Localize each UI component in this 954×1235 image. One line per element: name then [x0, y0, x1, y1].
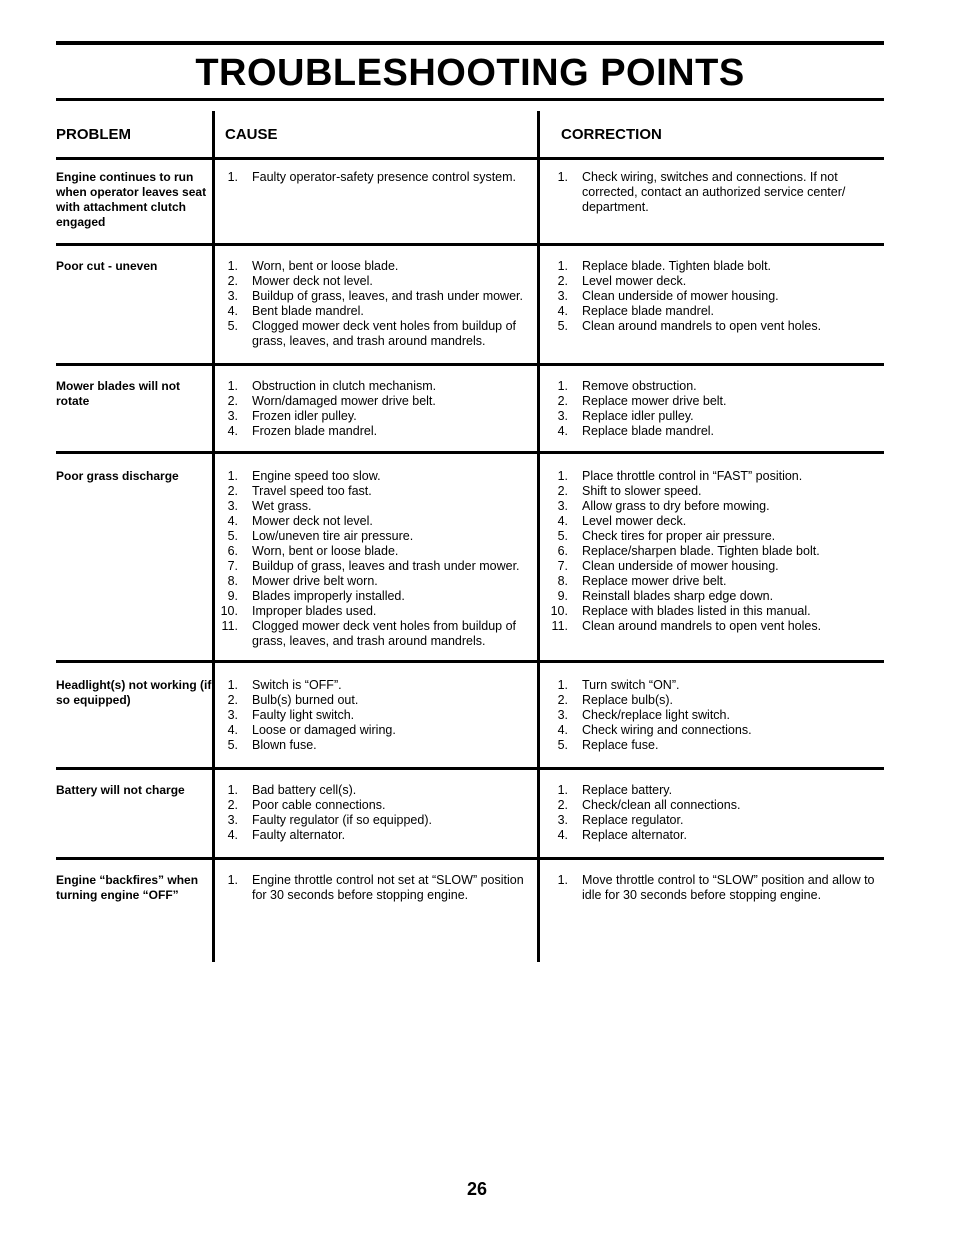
- row-divider: [56, 857, 884, 860]
- cause-number: 3.: [227, 813, 238, 827]
- correction-item: [548, 514, 878, 529]
- correction-item: [548, 738, 878, 753]
- correction-list: [548, 783, 878, 843]
- cause-text: Improper blades used.: [252, 604, 377, 618]
- problem-text: Engine “backfires” when turning engine “OFF”: [56, 873, 199, 902]
- cause-item: [218, 514, 536, 529]
- correction-item: [548, 708, 878, 723]
- correction-item: [548, 544, 878, 559]
- cause-item: [218, 738, 536, 753]
- cause-item: [218, 289, 536, 304]
- correction-number: 3.: [557, 289, 568, 303]
- correction-text: Replace mower drive belt.: [582, 574, 727, 588]
- correction-list: [548, 873, 878, 903]
- cause-text: Buildup of grass, leaves, and trash under mower.: [252, 289, 523, 303]
- cause-text: Bulb(s) burned out.: [252, 693, 359, 707]
- cause-number: 11.: [221, 619, 238, 633]
- correction-item: [548, 783, 878, 798]
- cause-item: [218, 529, 536, 544]
- correction-item: [548, 304, 878, 319]
- cause-number: 4.: [227, 304, 238, 318]
- cause-text: Mower drive belt worn.: [252, 574, 378, 588]
- cause-item: [218, 394, 536, 409]
- cause-number: 5.: [227, 529, 238, 543]
- cause-text: Clogged mower deck vent holes from buildup of grass, leaves, and trash around mandrels.: [252, 619, 517, 648]
- cause-item: [218, 319, 536, 349]
- cause-number: 9.: [227, 589, 238, 603]
- correction-item: [548, 379, 878, 394]
- correction-item: [548, 484, 878, 499]
- cause-item: [218, 693, 536, 708]
- row-divider: [56, 243, 884, 246]
- cause-item: [218, 783, 536, 798]
- correction-number: 2.: [557, 484, 568, 498]
- cause-item: [218, 813, 536, 828]
- cause-number: 2.: [227, 484, 238, 498]
- title-rule: [56, 98, 884, 101]
- cause-text: Faulty operator-safety presence control system.: [252, 170, 517, 184]
- correction-item: [548, 873, 878, 903]
- column-divider: [537, 111, 540, 962]
- correction-text: Replace battery.: [582, 783, 673, 797]
- cause-text: Faulty light switch.: [252, 708, 355, 722]
- correction-number: 7.: [557, 559, 568, 573]
- cause-number: 2.: [227, 798, 238, 812]
- cause-text: Frozen blade mandrel.: [252, 424, 378, 438]
- cause-column-header: CAUSE: [225, 126, 278, 143]
- correction-item: [548, 559, 878, 574]
- cause-text: Wet grass.: [252, 499, 312, 513]
- cause-number: 1.: [227, 379, 238, 393]
- cause-item: [218, 259, 536, 274]
- problem-text: Headlight(s) not working (if so equipped): [56, 678, 212, 707]
- correction-item: [548, 678, 878, 693]
- correction-text: Replace idler pulley.: [582, 409, 694, 423]
- cause-number: 2.: [227, 274, 238, 288]
- correction-item: [548, 409, 878, 424]
- correction-number: 1.: [557, 873, 568, 887]
- cause-item: [218, 589, 536, 604]
- cause-item: [218, 170, 536, 185]
- correction-text: Clean around mandrels to open vent holes.: [582, 619, 822, 633]
- cause-item: [218, 678, 536, 693]
- cause-item: [218, 484, 536, 499]
- cause-number: 3.: [227, 499, 238, 513]
- cause-item: [218, 409, 536, 424]
- correction-text: Clean underside of mower housing.: [582, 289, 779, 303]
- correction-number: 1.: [557, 783, 568, 797]
- correction-number: 3.: [557, 409, 568, 423]
- cause-number: 10.: [220, 604, 238, 618]
- correction-item: [548, 529, 878, 544]
- correction-text: Level mower deck.: [582, 514, 687, 528]
- correction-text: Check/clean all connections.: [582, 798, 741, 812]
- correction-item: [548, 170, 878, 215]
- row-divider: [56, 157, 884, 160]
- cause-text: Obstruction in clutch mechanism.: [252, 379, 437, 393]
- cause-item: [218, 828, 536, 843]
- correction-text: Check tires for proper air pressure.: [582, 529, 776, 543]
- correction-number: 6.: [557, 544, 568, 558]
- top-rule: [56, 41, 884, 45]
- cause-number: 8.: [227, 574, 238, 588]
- correction-text: Replace regulator.: [582, 813, 684, 827]
- correction-text: Replace blade mandrel.: [582, 424, 715, 438]
- correction-text: Level mower deck.: [582, 274, 687, 288]
- cause-item: [218, 304, 536, 319]
- correction-number: 5.: [557, 319, 568, 333]
- cause-number: 1.: [227, 259, 238, 273]
- correction-text: Replace/sharpen blade. Tighten blade bolt.: [582, 544, 820, 558]
- cause-item: [218, 723, 536, 738]
- correction-list: [548, 379, 878, 439]
- cause-number: 5.: [227, 738, 238, 752]
- correction-text: Replace blade mandrel.: [582, 304, 715, 318]
- cause-number: 3.: [227, 289, 238, 303]
- cause-number: 2.: [227, 394, 238, 408]
- cause-list: [218, 873, 536, 903]
- cause-number: 3.: [227, 708, 238, 722]
- cause-item: [218, 499, 536, 514]
- cause-number: 6.: [227, 544, 238, 558]
- cause-number: 4.: [227, 424, 238, 438]
- correction-item: [548, 289, 878, 304]
- correction-number: 4.: [557, 304, 568, 318]
- cause-number: 1.: [227, 783, 238, 797]
- row-divider: [56, 660, 884, 663]
- cause-text: Worn, bent or loose blade.: [252, 259, 399, 273]
- cause-item: [218, 574, 536, 589]
- correction-text: Replace blade. Tighten blade bolt.: [582, 259, 772, 273]
- cause-list: [218, 259, 536, 349]
- cause-text: Faulty regulator (if so equipped).: [252, 813, 432, 827]
- correction-text: Reinstall blades sharp edge down.: [582, 589, 774, 603]
- row-divider: [56, 363, 884, 366]
- correction-number: 5.: [557, 529, 568, 543]
- problem-text: Battery will not charge: [56, 783, 185, 797]
- cause-text: Faulty alternator.: [252, 828, 346, 842]
- correction-item: [548, 424, 878, 439]
- cause-item: [218, 274, 536, 289]
- correction-number: 5.: [557, 738, 568, 752]
- correction-number: 4.: [557, 828, 568, 842]
- correction-number: 3.: [557, 499, 568, 513]
- correction-item: [548, 589, 878, 604]
- cause-number: 5.: [227, 319, 238, 333]
- cause-text: Switch is “OFF”.: [252, 678, 342, 692]
- cause-text: Blades improperly installed.: [252, 589, 405, 603]
- cause-text: Mower deck not level.: [252, 274, 373, 288]
- column-divider: [212, 111, 215, 962]
- correction-text: Allow grass to dry before mowing.: [582, 499, 770, 513]
- correction-number: 4.: [557, 514, 568, 528]
- cause-text: Engine speed too slow.: [252, 469, 381, 483]
- cause-number: 1.: [227, 170, 238, 184]
- cause-number: 3.: [227, 409, 238, 423]
- correction-text: Turn switch “ON”.: [582, 678, 680, 692]
- page-title: TROUBLESHOOTING POINTS: [195, 52, 745, 94]
- correction-item: [548, 723, 878, 738]
- problem-text: Poor grass discharge: [56, 469, 179, 483]
- cause-number: 4.: [227, 828, 238, 842]
- correction-text: Replace bulb(s).: [582, 693, 674, 707]
- cause-list: [218, 469, 536, 649]
- cause-text: Low/uneven tire air pressure.: [252, 529, 414, 543]
- correction-text: Clean around mandrels to open vent holes.: [582, 319, 822, 333]
- correction-column-header: CORRECTION: [561, 126, 662, 143]
- correction-text: Place throttle control in “FAST” position.: [582, 469, 803, 483]
- cause-text: Frozen idler pulley.: [252, 409, 357, 423]
- cause-item: [218, 379, 536, 394]
- cause-list: [218, 678, 536, 753]
- cause-text: Mower deck not level.: [252, 514, 373, 528]
- correction-number: 11.: [551, 619, 568, 633]
- cause-text: Loose or damaged wiring.: [252, 723, 396, 737]
- correction-text: Clean underside of mower housing.: [582, 559, 779, 573]
- cause-number: 2.: [227, 693, 238, 707]
- cause-item: [218, 424, 536, 439]
- correction-item: [548, 259, 878, 274]
- correction-number: 10.: [550, 604, 568, 618]
- correction-list: [548, 170, 878, 215]
- page-number: 26: [466, 1179, 488, 1199]
- correction-number: 9.: [557, 589, 568, 603]
- correction-text: Check/replace light switch.: [582, 708, 730, 722]
- cause-number: 1.: [227, 873, 238, 887]
- problem-text: Mower blades will not rotate: [56, 379, 181, 408]
- cause-text: Buildup of grass, leaves and trash under mower.: [252, 559, 520, 573]
- correction-number: 2.: [557, 394, 568, 408]
- cause-item: [218, 469, 536, 484]
- cause-text: Poor cable connections.: [252, 798, 386, 812]
- cause-item: [218, 544, 536, 559]
- cause-item: [218, 708, 536, 723]
- cause-list: [218, 783, 536, 843]
- correction-number: 1.: [557, 379, 568, 393]
- correction-text: Replace alternator.: [582, 828, 687, 842]
- correction-item: [548, 499, 878, 514]
- cause-list: [218, 170, 536, 185]
- cause-text: Blown fuse.: [252, 738, 317, 752]
- correction-number: 1.: [557, 170, 568, 184]
- cause-text: Worn, bent or loose blade.: [252, 544, 399, 558]
- cause-text: Worn/damaged mower drive belt.: [252, 394, 436, 408]
- cause-text: Bad battery cell(s).: [252, 783, 357, 797]
- correction-number: 2.: [557, 274, 568, 288]
- correction-item: [548, 813, 878, 828]
- cause-number: 4.: [227, 723, 238, 737]
- correction-item: [548, 574, 878, 589]
- correction-item: [548, 469, 878, 484]
- cause-item: [218, 604, 536, 619]
- correction-number: 2.: [557, 798, 568, 812]
- correction-number: 3.: [557, 708, 568, 722]
- cause-item: [218, 798, 536, 813]
- correction-number: 1.: [557, 678, 568, 692]
- row-divider: [56, 767, 884, 770]
- problem-text: Engine continues to run when operator leaves seat with attachment clutch engaged: [56, 170, 207, 229]
- cause-number: 4.: [227, 514, 238, 528]
- correction-number: 1.: [557, 259, 568, 273]
- correction-number: 4.: [557, 723, 568, 737]
- correction-text: Replace fuse.: [582, 738, 659, 752]
- correction-text: Move throttle control to “SLOW” position and allow to idle for 30 seconds before stopping engine.: [582, 873, 875, 902]
- correction-list: [548, 259, 878, 334]
- correction-number: 1.: [557, 469, 568, 483]
- cause-text: Clogged mower deck vent holes from buildup of grass, leaves, and trash around mandrels.: [252, 319, 517, 348]
- correction-item: [548, 394, 878, 409]
- cause-number: 1.: [227, 469, 238, 483]
- cause-item: [218, 873, 536, 903]
- correction-text: Check wiring and connections.: [582, 723, 752, 737]
- correction-item: [548, 619, 878, 634]
- cause-text: Bent blade mandrel.: [252, 304, 364, 318]
- cause-number: 7.: [227, 559, 238, 573]
- correction-number: 3.: [557, 813, 568, 827]
- correction-number: 8.: [557, 574, 568, 588]
- cause-text: Travel speed too fast.: [252, 484, 372, 498]
- cause-number: 1.: [227, 678, 238, 692]
- cause-item: [218, 619, 536, 649]
- correction-item: [548, 798, 878, 813]
- correction-item: [548, 604, 878, 619]
- correction-text: Remove obstruction.: [582, 379, 697, 393]
- correction-item: [548, 319, 878, 334]
- correction-text: Shift to slower speed.: [582, 484, 702, 498]
- correction-item: [548, 274, 878, 289]
- row-divider: [56, 451, 884, 454]
- problem-column-header: PROBLEM: [56, 126, 131, 143]
- correction-list: [548, 469, 878, 634]
- cause-text: Engine throttle control not set at “SLOW” position for 30 seconds before stopping engine.: [252, 873, 524, 902]
- correction-text: Replace mower drive belt.: [582, 394, 727, 408]
- cause-list: [218, 379, 536, 439]
- correction-text: Check wiring, switches and connections. If not corrected, contact an authorized service center/ department.: [582, 170, 846, 214]
- problem-text: Poor cut - uneven: [56, 259, 158, 273]
- correction-number: 2.: [557, 693, 568, 707]
- correction-number: 4.: [557, 424, 568, 438]
- correction-item: [548, 828, 878, 843]
- correction-list: [548, 678, 878, 753]
- correction-text: Replace with blades listed in this manual.: [582, 604, 811, 618]
- cause-item: [218, 559, 536, 574]
- correction-item: [548, 693, 878, 708]
